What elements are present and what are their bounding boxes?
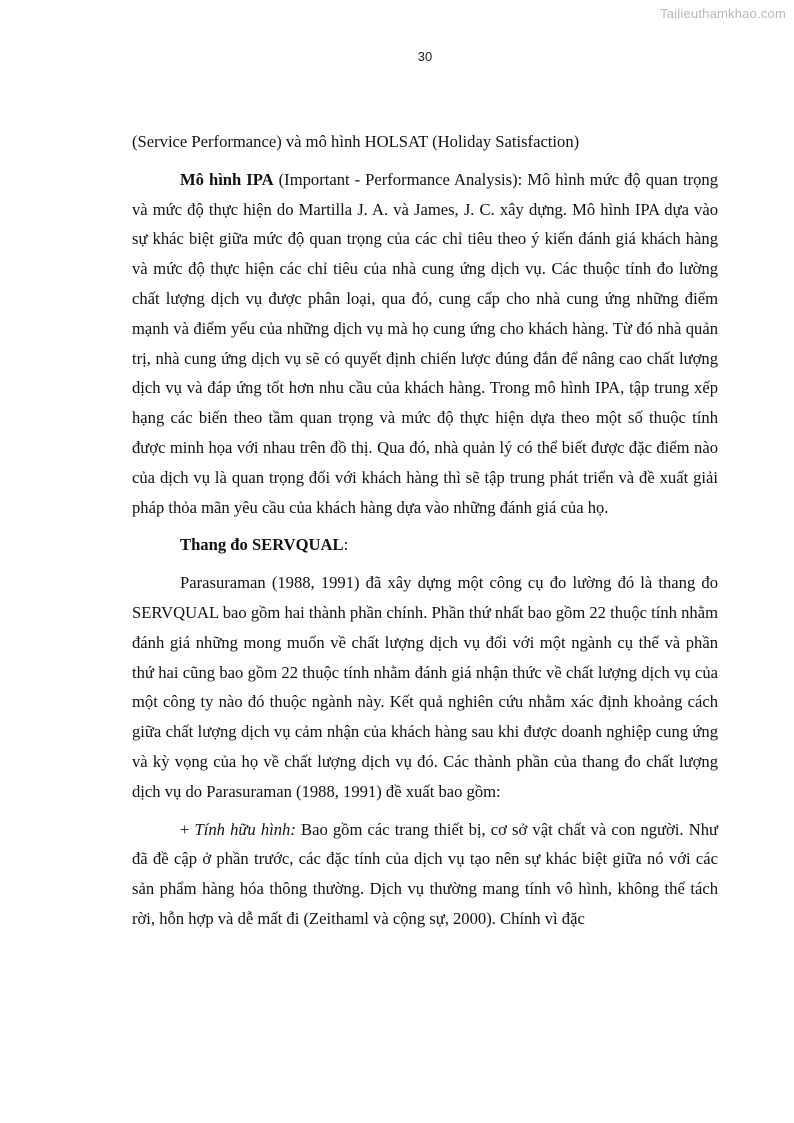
- watermark: Tailieuthamkhao.com: [660, 6, 786, 21]
- list-bullet: +: [180, 819, 195, 839]
- servqual-heading-colon: :: [343, 535, 349, 555]
- paragraph-servqual-heading: [132, 530, 718, 560]
- servqual-heading: Thang đo SERVQUAL: [180, 535, 344, 555]
- page-number: 30: [417, 49, 433, 64]
- document-body: [132, 127, 718, 942]
- tangibility-term: Tính hữu hình:: [194, 819, 296, 839]
- paragraph-tangibility: [132, 815, 718, 934]
- paragraph-ipa-model: [132, 165, 718, 523]
- paragraph-intro: (Service Performance) và mô hình HOLSAT (Holiday Satisfaction): [132, 132, 580, 151]
- paragraph-servqual-description: Parasuraman (1988, 1991) đã xây dựng một công cụ đo lường đó là thang đo SERVQUAL bao gồm hai thành phần chính. Phần thứ nhất bao gồm 22 thuộc tính nhằm đánh giá những mong muốn về chất lượng dịch vụ đối với một ngành cụ thể và phần thứ hai cũng bao gồm 22 thuộc tính nhằm đánh giá nhận thức về chất lượng dịch vụ của một công ty nào đó thuộc ngành này. Kết quả nghiên cứu nhằm xác định khoảng cách giữa chất lượng dịch vụ cảm nhận của khách hàng sau khi được doanh nghiệp cung ứng và kỳ vọng của họ về chất lượng dịch vụ đó. Các thành phần của thang đo chất lượng dịch vụ do Parasuraman (1988, 1991) đề xuất bao gồm:: [132, 573, 718, 801]
- ipa-model-heading: Mô hình IPA: [180, 169, 274, 189]
- ipa-model-text: (Important - Performance Analysis): Mô hình mức độ quan trọng và mức độ thực hiện do Martilla J. A. và James, J. C. xây dựng. Mô hình IPA dựa vào sự khác biệt giữa mức độ quan trọng của các chỉ tiêu theo ý kiến đánh giá khách hàng và mức độ thực hiện các chỉ tiêu của nhà cung ứng dịch vụ. Các thuộc tính đo lường chất lượng dịch vụ được phân loại, qua đó, cung cấp cho nhà cung ứng những điểm mạnh và điểm yếu của những dịch vụ mà họ cung ứng cho khách hàng. Từ đó nhà quản trị, nhà cung ứng dịch vụ sẽ có quyết định chiến lược đúng đắn để nâng cao chất lượng dịch vụ và đáp ứng tốt hơn nhu cầu của khách hàng. Trong mô hình IPA, tập trung xếp hạng các biến theo tầm quan trọng và mức độ thực hiện dựa theo một số thuộc tính được minh họa với nhau trên đồ thị. Qua đó, nhà quản lý có thể biết được đặc điểm nào của dịch vụ là quan trọng đối với khách hàng thì sẽ tập trung phát triển và đề xuất giải pháp thỏa mãn yêu cầu của khách hàng dựa vào những đánh giá của họ.: [132, 169, 718, 517]
- tangibility-text: Bao gồm các trang thiết bị, cơ sở vật chất và con người. Như đã đề cập ở phần trước, các đặc tính của dịch vụ tạo nên sự khác biệt giữa nó với các sản phẩm hàng hóa thông thường. Dịch vụ thường mang tính vô hình, không thể tách rời, hỗn hợp và dễ mất đi (Zeithaml và cộng sự, 2000). Chính vì đặc: [132, 819, 718, 928]
